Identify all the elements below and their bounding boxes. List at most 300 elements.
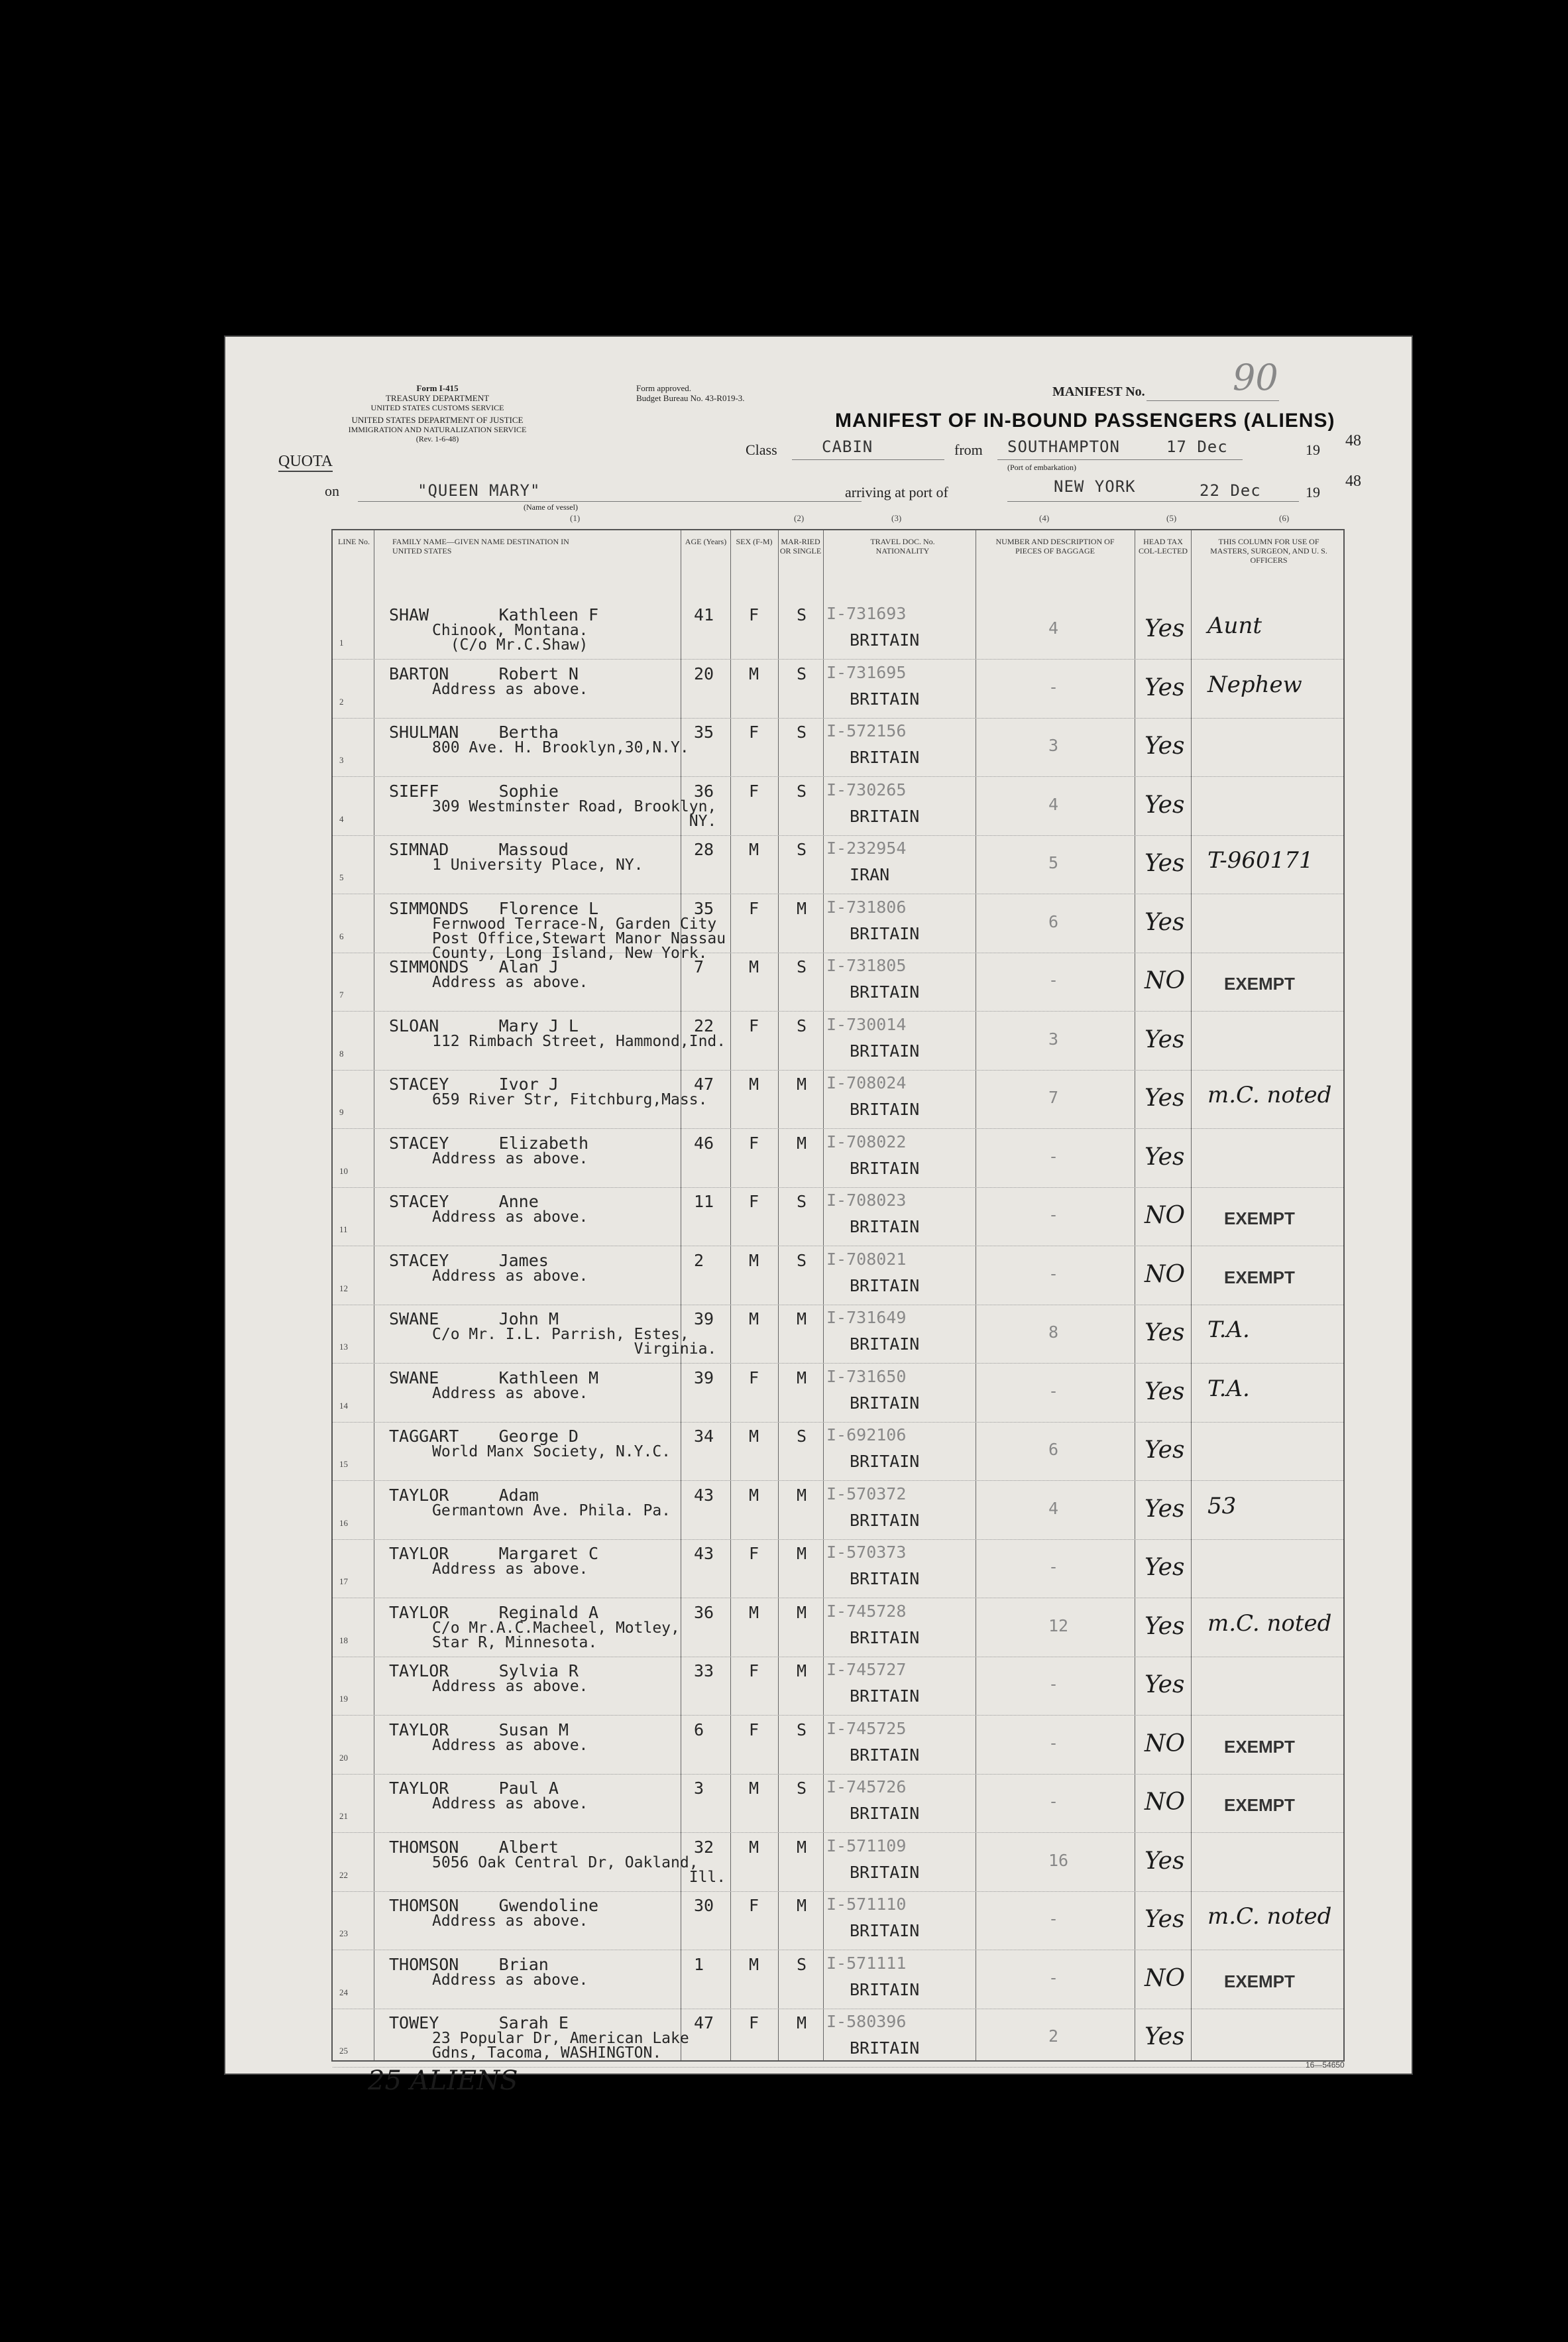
row-baggage: - [1048,1674,1059,1694]
row-officer-note: EXEMPT [1224,1971,1295,1991]
row-destination: Address as above. [432,1267,588,1285]
row-age: 34 [694,1427,714,1446]
row-age: 43 [694,1485,714,1505]
row-line-number: 17 [339,1576,348,1586]
row-baggage: 6 [1048,1440,1059,1459]
row-nationality: BRITAIN [850,1627,920,1647]
row-marital-status: S [797,1954,807,1974]
row-baggage: - [1048,1381,1059,1401]
row-age: 36 [694,781,714,801]
row-passenger-name: STACEY Anne [389,1192,539,1211]
row-baggage: - [1048,1909,1059,1928]
row-sex: F [749,898,759,918]
row-sex: F [749,781,759,801]
row-travel-doc: I-745725 [826,1718,907,1738]
row-line-number: 7 [339,990,344,1000]
row-head-tax: Yes [1145,673,1185,701]
row-age: 39 [694,1309,714,1328]
row-nationality: BRITAIN [850,1569,920,1588]
row-line-number: 23 [339,1928,348,1938]
row-travel-doc: I-708021 [826,1249,907,1269]
row-travel-doc: I-730265 [826,780,907,799]
passenger-table [331,529,1345,2062]
row-destination: 659 River Str, Fitchburg,Mass. [432,1091,708,1108]
from-underline [997,459,1243,460]
row-age: 46 [694,1133,714,1153]
row-line-number: 3 [339,755,344,765]
row-age: 41 [694,605,714,624]
form-number: Form I-415 [416,383,459,393]
row-marital-status: M [797,1485,807,1505]
row-travel-doc: I-731695 [826,662,907,682]
row-marital-status: S [797,957,807,976]
row-marital-status: M [797,1661,807,1680]
row-head-tax: NO [1145,1964,1186,1992]
row-officer-note: m.C. noted [1207,1903,1332,1930]
row-passenger-name: THOMSON Albert [389,1837,559,1857]
row-travel-doc: I-570372 [826,1484,907,1503]
row-baggage: - [1048,1146,1059,1166]
row-marital-status: M [797,1368,807,1387]
row-passenger-name: TAYLOR Sylvia R [389,1661,579,1680]
row-age: 3 [694,1779,704,1798]
table-row [333,2011,1343,2068]
row-marital-status: S [797,1779,807,1798]
row-destination: 800 Ave. H. Brooklyn,30,N.Y. [432,739,689,756]
embark-note: (Port of embarkation) [1007,463,1076,472]
row-officer-note: EXEMPT [1224,1267,1295,1287]
row-passenger-name: TAGGART George D [389,1427,579,1446]
row-line-number: 1 [339,638,344,648]
row-head-tax: NO [1145,1260,1186,1288]
row-age: 32 [694,1837,714,1857]
row-head-tax: Yes [1145,850,1185,877]
row-baggage: 7 [1048,1088,1059,1107]
row-age: 28 [694,840,714,859]
row-travel-doc: I-708022 [826,1132,907,1151]
table-row [333,1718,1343,1775]
row-officer-note: 53 [1207,1492,1237,1519]
row-passenger-name: SWANE John M [389,1309,559,1328]
manifest-number: 90 [1233,357,1278,398]
row-nationality: BRITAIN [850,1979,920,1999]
row-travel-doc: I-731650 [826,1366,907,1386]
table-row [333,838,1343,894]
row-baggage: - [1048,1557,1059,1576]
row-officer-note: EXEMPT [1224,1736,1295,1757]
row-travel-doc: I-572156 [826,721,907,740]
row-destination: Address as above. [432,1208,588,1226]
row-passenger-name: SIMMONDS Alan J [389,957,559,976]
row-marital-status: S [797,1192,807,1211]
row-marital-status: M [797,1544,807,1563]
row-head-tax: NO [1145,1202,1186,1229]
row-head-tax: Yes [1145,1436,1185,1464]
row-sex: M [749,1427,759,1446]
row-destination: 1 University Place, NY. [432,856,644,874]
row-baggage: 4 [1048,618,1059,638]
row-sex: M [749,1954,759,1974]
vessel-underline [358,501,862,502]
row-head-tax: Yes [1145,1377,1185,1405]
row-marital-status: M [797,1309,807,1328]
row-age: 6 [694,1720,704,1739]
row-sex: M [749,840,759,859]
row-age: 35 [694,898,714,918]
row-age: 2 [694,1250,704,1270]
row-marital-status: S [797,781,807,801]
row-passenger-name: BARTON Robert N [389,664,579,683]
manifest-sheet [225,337,1412,2096]
row-head-tax: NO [1145,1788,1186,1816]
row-age: 7 [694,957,704,976]
arrival-port: NEW YORK [1054,477,1136,496]
row-destination: 112 Rimbach Street, Hammond,Ind. [432,1032,726,1050]
manifest-title: MANIFEST OF IN-BOUND PASSENGERS (ALIENS) [835,410,1335,432]
col-married-header: MAR-RIED OR SINGLE [779,537,822,556]
row-destination: Fernwood Terrace-N, Garden City Post Office,Stewart Manor Nassau County, Long Island, New York. [432,915,726,962]
row-travel-doc: I-731693 [826,604,907,623]
on-label: on [325,483,339,499]
col-travel-header: TRAVEL DOC. No. NATIONALITY [870,537,935,556]
row-destination: World Manx Society, N.Y.C. [432,1443,671,1460]
row-age: 20 [694,664,714,683]
row-marital-status: S [797,1720,807,1739]
row-passenger-name: THOMSON Gwendoline [389,1896,599,1915]
row-marital-status: S [797,1427,807,1446]
row-marital-status: M [797,1133,807,1153]
row-nationality: BRITAIN [850,1100,920,1119]
row-marital-status: M [797,898,807,918]
row-marital-status: S [797,840,807,859]
vessel-note: (Name of vessel) [524,502,578,512]
embarkation-port: SOUTHAMPTON [1007,438,1120,456]
row-sex: F [749,1368,759,1387]
row-head-tax: Yes [1145,791,1185,819]
row-sex: F [749,1016,759,1035]
table-row [333,1777,1343,1833]
row-baggage: - [1048,1263,1059,1283]
row-baggage: - [1048,1967,1059,1987]
row-travel-doc: I-571111 [826,1953,907,1973]
row-passenger-name: TAYLOR Susan M [389,1720,569,1739]
row-sex: F [749,1192,759,1211]
row-officer-note: m.C. noted [1207,1082,1332,1108]
form-approved: Form approved. [636,383,692,393]
manifest-underline [1147,400,1279,401]
col-line-header: LINE No. [338,537,370,546]
row-marital-status: M [797,2013,807,2032]
row-baggage: 6 [1048,911,1059,931]
row-sex: M [749,1250,759,1270]
manifest-label: MANIFEST No. [1052,384,1145,399]
table-row [333,1953,1343,2009]
row-baggage: 16 [1048,1850,1069,1870]
row-passenger-name: SHULMAN Bertha [389,723,559,742]
row-destination: Germantown Ave. Phila. Pa. [432,1501,671,1519]
row-nationality: BRITAIN [850,1452,920,1471]
row-passenger-name: TAYLOR Margaret C [389,1544,599,1563]
table-row [333,1894,1343,1950]
row-travel-doc: I-731649 [826,1308,907,1327]
row-head-tax: Yes [1145,908,1185,936]
class-label: Class [746,441,777,458]
row-sex: F [749,1544,759,1563]
row-passenger-name: STACEY Ivor J [389,1075,559,1094]
row-age: 35 [694,723,714,742]
row-sex: M [749,1485,759,1505]
table-row [333,1249,1343,1305]
row-destination: Address as above. [432,1384,588,1402]
row-officer-note: Nephew [1207,671,1302,698]
table-row [333,1425,1343,1481]
table-row [333,603,1343,660]
row-age: 39 [694,1368,714,1387]
col-name-header: FAMILY NAME—GIVEN NAME DESTINATION IN UNITED STATES [392,537,569,556]
row-nationality: BRITAIN [850,748,920,767]
row-baggage: 8 [1048,1322,1059,1342]
row-sex: F [749,1720,759,1739]
row-marital-status: M [797,1837,807,1857]
row-destination: 5056 Oak Central Dr, Oakland, Ill. [432,1853,726,1886]
row-destination: Address as above. [432,1912,588,1930]
row-baggage: - [1048,1733,1059,1753]
row-officer-note: T.A. [1207,1317,1250,1343]
row-age: 47 [694,2013,714,2032]
year-prefix: 19 [1306,441,1320,458]
col-num-3: (3) [891,513,902,523]
row-nationality: BRITAIN [850,689,920,709]
treasury-dept: TREASURY DEPARTMENT [385,393,490,403]
row-destination: Chinook, Montana. (C/o Mr.C.Shaw) [432,622,588,654]
row-nationality: BRITAIN [850,923,920,943]
row-sex: M [749,664,759,683]
embark-year: 48 [1345,432,1361,449]
col-num-1: (1) [570,513,581,523]
row-line-number: 2 [339,696,344,707]
class-underline [792,459,944,460]
row-marital-status: M [797,1075,807,1094]
col-age-header: AGE (Years) [685,537,727,546]
row-head-tax: Yes [1145,1495,1185,1523]
row-head-tax: Yes [1145,1025,1185,1053]
table-row [333,721,1343,777]
row-sex: M [749,957,759,976]
row-baggage: - [1048,1792,1059,1811]
table-row [333,1132,1343,1188]
row-officer-note: T-960171 [1207,847,1314,874]
row-line-number: 12 [339,1283,348,1293]
row-head-tax: Yes [1145,1084,1185,1112]
col-num-2: (2) [794,513,805,523]
col-num-5: (5) [1166,513,1177,523]
row-age: 30 [694,1896,714,1915]
row-age: 43 [694,1544,714,1563]
row-nationality: BRITAIN [850,2038,920,2058]
table-row [333,1366,1343,1423]
row-head-tax: Yes [1145,1671,1185,1698]
row-baggage: 3 [1048,736,1059,755]
row-officer-note: EXEMPT [1224,974,1295,994]
col-tax-header: HEAD TAX COL-LECTED [1139,537,1188,556]
row-nationality: BRITAIN [850,1217,920,1236]
row-travel-doc: I-580396 [826,2012,907,2031]
row-destination: Address as above. [432,1971,588,1989]
form-info [331,383,543,443]
customs-service: UNITED STATES CUSTOMS SERVICE [370,403,504,412]
row-travel-doc: I-571110 [826,1895,907,1914]
row-sex: F [749,2013,759,2032]
row-line-number: 24 [339,1987,348,1997]
table-row [333,1484,1343,1540]
row-line-number: 21 [339,1811,348,1821]
row-sex: M [749,1309,759,1328]
row-age: 47 [694,1075,714,1094]
col-baggage-header: NUMBER AND DESCRIPTION OF PIECES OF BAGGAGE [995,537,1115,556]
row-marital-status: M [797,1896,807,1915]
row-sex: M [749,1837,759,1857]
row-head-tax: Yes [1145,1554,1185,1581]
row-officer-note: Aunt [1207,613,1262,639]
vessel-name: "QUEEN MARY" [418,481,541,500]
row-line-number: 4 [339,813,344,824]
row-passenger-name: SHAW Kathleen F [389,605,599,624]
row-passenger-name: SIMMONDS Florence L [389,898,599,918]
row-passenger-name: THOMSON Brian [389,1954,549,1974]
row-nationality: BRITAIN [850,1393,920,1413]
budget-bureau: Budget Bureau No. 43-R019-3. [636,393,745,403]
row-passenger-name: TOWEY Sarah E [389,2013,569,2032]
row-travel-doc: I-692106 [826,1425,907,1444]
from-label: from [954,441,983,458]
footer-code: 16—54650 [1306,2060,1345,2070]
row-sex: F [749,1133,759,1153]
row-travel-doc: I-731805 [826,956,907,975]
row-destination: 309 Westminster Road, Brooklyn, NY. [432,797,717,830]
row-destination: Address as above. [432,1795,588,1812]
row-age: 33 [694,1661,714,1680]
row-line-number: 6 [339,931,344,941]
row-destination: Address as above. [432,1736,588,1754]
row-baggage: 4 [1048,1498,1059,1518]
row-baggage: 2 [1048,2026,1059,2046]
table-row [333,1307,1343,1364]
row-line-number: 20 [339,1752,348,1763]
row-line-number: 16 [339,1517,348,1528]
row-baggage: - [1048,1205,1059,1224]
table-row [333,780,1343,836]
row-head-tax: Yes [1145,615,1185,642]
row-sex: F [749,1896,759,1915]
row-head-tax: Yes [1145,2023,1185,2050]
row-nationality: BRITAIN [850,1686,920,1706]
row-nationality: BRITAIN [850,806,920,826]
row-passenger-name: TAYLOR Reginald A [389,1602,599,1622]
row-destination: Address as above. [432,1678,588,1695]
row-destination: Address as above. [432,1149,588,1167]
row-nationality: BRITAIN [850,1921,920,1940]
row-baggage: 5 [1048,853,1059,872]
row-age: 11 [694,1192,714,1211]
row-baggage: - [1048,677,1059,697]
col-officers-header: THIS COLUMN FOR USE OF MASTERS, SURGEON, AND U. S. OFFICERS [1210,537,1327,565]
row-line-number: 15 [339,1459,348,1469]
row-line-number: 10 [339,1165,348,1176]
row-marital-status: M [797,1602,807,1622]
table-row [333,1601,1343,1657]
row-nationality: BRITAIN [850,1745,920,1765]
row-marital-status: S [797,1250,807,1270]
row-marital-status: S [797,605,807,624]
footer-aliens-note: 25 ALIENS [368,2066,518,2096]
row-line-number: 19 [339,1694,348,1704]
table-row [333,1014,1343,1071]
row-line-number: 11 [339,1224,348,1234]
row-sex: M [749,1075,759,1094]
table-row [333,897,1343,962]
row-nationality: IRAN [850,865,890,884]
row-travel-doc: I-745727 [826,1660,907,1679]
row-baggage: 12 [1048,1615,1069,1635]
table-row [333,1190,1343,1246]
row-travel-doc: I-570373 [826,1543,907,1562]
row-line-number: 8 [339,1048,344,1059]
row-baggage: 3 [1048,1029,1059,1049]
row-line-number: 5 [339,872,344,882]
form-revision: (Rev. 1-6-48) [416,434,459,443]
col-sex-header: SEX (F-M) [736,537,773,546]
col-num-6: (6) [1279,513,1290,523]
row-marital-status: S [797,723,807,742]
row-sex: F [749,605,759,624]
row-nationality: BRITAIN [850,1041,920,1061]
row-age: 1 [694,1954,704,1974]
row-travel-doc: I-745726 [826,1777,907,1796]
row-line-number: 9 [339,1107,344,1117]
row-officer-note: T.A. [1207,1375,1250,1402]
row-passenger-name: SIEFF Sophie [389,781,559,801]
row-passenger-name: TAYLOR Paul A [389,1779,559,1798]
approval-info [636,383,745,403]
row-sex: F [749,723,759,742]
row-passenger-name: STACEY Elizabeth [389,1133,589,1153]
row-travel-doc: I-571109 [826,1836,907,1855]
row-destination: Address as above. [432,1560,588,1578]
row-passenger-name: TAYLOR Adam [389,1485,539,1505]
table-row [333,1073,1343,1129]
row-nationality: BRITAIN [850,1334,920,1354]
row-line-number: 18 [339,1635,348,1645]
row-destination: 23 Popular Dr, American Lake Gdns, Tacoma, WASHINGTON. [432,2030,689,2062]
row-baggage: - [1048,970,1059,990]
table-row [333,955,1343,1012]
row-passenger-name: SIMNAD Massoud [389,840,569,859]
row-sex: M [749,1779,759,1798]
row-travel-doc: I-708023 [826,1191,907,1210]
row-destination: Address as above. [432,974,588,991]
row-officer-note: m.C. noted [1207,1610,1332,1637]
row-nationality: BRITAIN [850,982,920,1002]
row-baggage: 4 [1048,794,1059,814]
row-officer-note: EXEMPT [1224,1208,1295,1228]
row-nationality: BRITAIN [850,1862,920,1882]
row-travel-doc: I-730014 [826,1014,907,1034]
row-head-tax: Yes [1145,1612,1185,1640]
class-value: CABIN [822,438,873,456]
row-line-number: 13 [339,1342,348,1352]
row-line-number: 14 [339,1400,348,1411]
row-nationality: BRITAIN [850,1275,920,1295]
